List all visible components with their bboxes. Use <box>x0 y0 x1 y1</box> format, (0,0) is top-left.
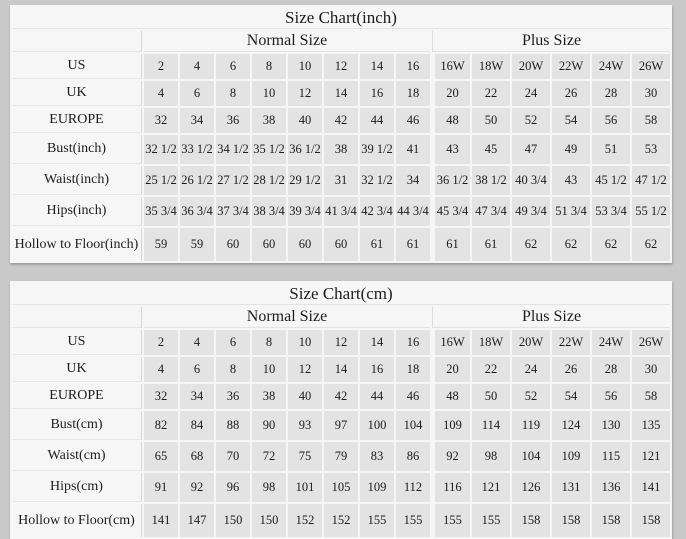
data-cell: 104 <box>512 442 550 471</box>
table-row <box>12 108 670 133</box>
data-cell: 86 <box>396 442 430 471</box>
data-cell: 30 <box>632 81 670 106</box>
data-cell: 150 <box>252 504 286 537</box>
table-row <box>12 384 670 409</box>
data-cell: 52 <box>512 108 550 133</box>
data-cell: 68 <box>180 442 214 471</box>
group-header-normal-size: Normal Size <box>144 307 430 328</box>
data-cell: 91 <box>144 473 178 502</box>
data-cell: 16W <box>432 330 470 355</box>
data-cell: 50 <box>472 384 510 409</box>
data-cell: 40 <box>288 384 322 409</box>
data-cell: 158 <box>592 504 630 537</box>
row-label: Hips(inch) <box>12 197 142 226</box>
data-cell: 135 <box>632 411 670 440</box>
table-row <box>12 411 670 440</box>
table-row <box>12 442 670 471</box>
data-cell: 25 1/2 <box>144 166 178 195</box>
data-cell: 45 <box>472 135 510 164</box>
data-cell: 14 <box>360 54 394 79</box>
data-cell: 96 <box>216 473 250 502</box>
data-cell: 98 <box>472 442 510 471</box>
data-cell: 24 <box>512 81 550 106</box>
data-cell: 44 3/4 <box>396 197 430 226</box>
data-cell: 38 <box>324 135 358 164</box>
data-cell: 35 3/4 <box>144 197 178 226</box>
data-cell: 56 <box>592 384 630 409</box>
data-cell: 60 <box>216 228 250 261</box>
data-cell: 16 <box>360 81 394 106</box>
data-cell: 105 <box>324 473 358 502</box>
data-cell: 4 <box>144 357 178 382</box>
data-cell: 12 <box>324 54 358 79</box>
data-cell: 14 <box>360 330 394 355</box>
data-cell: 42 3/4 <box>360 197 394 226</box>
data-cell: 61 <box>396 228 430 261</box>
data-cell: 28 1/2 <box>252 166 286 195</box>
data-cell: 152 <box>288 504 322 537</box>
data-cell: 4 <box>180 54 214 79</box>
data-cell: 16 <box>360 357 394 382</box>
data-cell: 72 <box>252 442 286 471</box>
data-cell: 60 <box>324 228 358 261</box>
data-cell: 83 <box>360 442 394 471</box>
table-row <box>12 228 670 261</box>
data-cell: 26 1/2 <box>180 166 214 195</box>
data-cell: 10 <box>252 357 286 382</box>
data-cell: 38 3/4 <box>252 197 286 226</box>
row-label: Waist(inch) <box>12 166 142 195</box>
table-row <box>12 81 670 106</box>
data-cell: 6 <box>180 357 214 382</box>
data-cell: 136 <box>592 473 630 502</box>
data-cell: 60 <box>252 228 286 261</box>
data-cell: 51 <box>592 135 630 164</box>
data-cell: 62 <box>592 228 630 261</box>
data-cell: 41 3/4 <box>324 197 358 226</box>
data-cell: 22 <box>472 81 510 106</box>
data-cell: 6 <box>180 81 214 106</box>
data-cell: 43 <box>552 166 590 195</box>
data-cell: 100 <box>360 411 394 440</box>
data-cell: 121 <box>472 473 510 502</box>
data-cell: 158 <box>552 504 590 537</box>
row-label: UK <box>12 357 142 382</box>
data-cell: 54 <box>552 384 590 409</box>
data-cell: 116 <box>432 473 470 502</box>
data-cell: 34 <box>396 166 430 195</box>
table-row <box>12 504 670 537</box>
table-row <box>12 357 670 382</box>
data-cell: 35 1/2 <box>252 135 286 164</box>
data-cell: 82 <box>144 411 178 440</box>
data-cell: 44 <box>360 108 394 133</box>
table-title-cm: Size Chart(cm) <box>12 283 670 305</box>
data-cell: 12 <box>324 330 358 355</box>
data-cell: 61 <box>360 228 394 261</box>
group-header-plus-size: Plus Size <box>432 31 670 52</box>
data-cell: 2 <box>144 54 178 79</box>
data-cell: 115 <box>592 442 630 471</box>
data-cell: 155 <box>396 504 430 537</box>
data-cell: 152 <box>324 504 358 537</box>
table-row <box>12 54 670 79</box>
table-row <box>12 197 670 226</box>
data-cell: 45 1/2 <box>592 166 630 195</box>
size-chart-cm-table <box>10 281 672 539</box>
data-cell: 8 <box>216 357 250 382</box>
size-chart-inch-table <box>10 5 672 263</box>
data-cell: 109 <box>360 473 394 502</box>
data-cell: 58 <box>632 384 670 409</box>
data-cell: 26W <box>632 54 670 79</box>
data-cell: 53 3/4 <box>592 197 630 226</box>
row-label: Hips(cm) <box>12 473 142 502</box>
data-cell: 20W <box>512 330 550 355</box>
data-cell: 98 <box>252 473 286 502</box>
data-cell: 53 <box>632 135 670 164</box>
table-row <box>12 330 670 355</box>
data-cell: 49 3/4 <box>512 197 550 226</box>
data-cell: 48 <box>432 384 470 409</box>
data-cell: 18W <box>472 330 510 355</box>
data-cell: 22W <box>552 54 590 79</box>
data-cell: 43 <box>432 135 470 164</box>
data-cell: 31 <box>324 166 358 195</box>
data-cell: 10 <box>288 54 322 79</box>
data-cell: 28 <box>592 81 630 106</box>
data-cell: 36 1/2 <box>288 135 322 164</box>
table-row <box>12 473 670 502</box>
data-cell: 36 <box>216 108 250 133</box>
data-cell: 42 <box>324 384 358 409</box>
data-cell: 112 <box>396 473 430 502</box>
data-cell: 20 <box>432 81 470 106</box>
data-cell: 10 <box>288 330 322 355</box>
group-header-normal-size: Normal Size <box>144 31 430 52</box>
data-cell: 2 <box>144 330 178 355</box>
data-cell: 55 1/2 <box>632 197 670 226</box>
data-cell: 58 <box>632 108 670 133</box>
data-cell: 49 <box>552 135 590 164</box>
data-cell: 101 <box>288 473 322 502</box>
data-cell: 14 <box>324 81 358 106</box>
data-cell: 36 1/2 <box>432 166 470 195</box>
data-cell: 109 <box>552 442 590 471</box>
data-cell: 61 <box>472 228 510 261</box>
data-cell: 34 <box>180 384 214 409</box>
data-cell: 104 <box>396 411 430 440</box>
data-cell: 10 <box>252 81 286 106</box>
data-cell: 4 <box>144 81 178 106</box>
group-header-plus-size: Plus Size <box>432 307 670 328</box>
data-cell: 62 <box>632 228 670 261</box>
data-cell: 44 <box>360 384 394 409</box>
table-row <box>12 166 670 195</box>
data-cell: 114 <box>472 411 510 440</box>
data-cell: 32 <box>144 384 178 409</box>
size-chart-inch-body <box>12 54 670 261</box>
table-row <box>12 135 670 164</box>
data-cell: 150 <box>216 504 250 537</box>
data-cell: 121 <box>632 442 670 471</box>
data-cell: 51 3/4 <box>552 197 590 226</box>
data-cell: 56 <box>592 108 630 133</box>
data-cell: 42 <box>324 108 358 133</box>
row-label: Hollow to Floor(cm) <box>12 504 142 537</box>
data-cell: 45 3/4 <box>432 197 470 226</box>
data-cell: 155 <box>472 504 510 537</box>
data-cell: 28 <box>592 357 630 382</box>
data-cell: 93 <box>288 411 322 440</box>
data-cell: 90 <box>252 411 286 440</box>
data-cell: 92 <box>180 473 214 502</box>
data-cell: 62 <box>512 228 550 261</box>
data-cell: 30 <box>632 357 670 382</box>
data-cell: 158 <box>512 504 550 537</box>
data-cell: 41 <box>396 135 430 164</box>
data-cell: 109 <box>432 411 470 440</box>
data-cell: 36 3/4 <box>180 197 214 226</box>
data-cell: 48 <box>432 108 470 133</box>
data-cell: 18 <box>396 81 430 106</box>
data-cell: 65 <box>144 442 178 471</box>
data-cell: 131 <box>552 473 590 502</box>
data-cell: 32 <box>144 108 178 133</box>
row-label: Bust(inch) <box>12 135 142 164</box>
data-cell: 12 <box>288 357 322 382</box>
data-cell: 27 1/2 <box>216 166 250 195</box>
data-cell: 59 <box>180 228 214 261</box>
row-label: US <box>12 54 142 79</box>
data-cell: 84 <box>180 411 214 440</box>
data-cell: 79 <box>324 442 358 471</box>
data-cell: 26 <box>552 81 590 106</box>
data-cell: 32 1/2 <box>144 135 178 164</box>
data-cell: 34 <box>180 108 214 133</box>
data-cell: 46 <box>396 108 430 133</box>
table-title-inch: Size Chart(inch) <box>12 7 670 29</box>
data-cell: 38 <box>252 108 286 133</box>
data-cell: 8 <box>252 54 286 79</box>
data-cell: 6 <box>216 330 250 355</box>
data-cell: 14 <box>324 357 358 382</box>
data-cell: 37 3/4 <box>216 197 250 226</box>
data-cell: 60 <box>288 228 322 261</box>
data-cell: 47 3/4 <box>472 197 510 226</box>
data-cell: 130 <box>592 411 630 440</box>
data-cell: 75 <box>288 442 322 471</box>
data-cell: 39 1/2 <box>360 135 394 164</box>
data-cell: 38 <box>252 384 286 409</box>
corner-cell <box>12 307 142 328</box>
data-cell: 12 <box>288 81 322 106</box>
data-cell: 20 <box>432 357 470 382</box>
data-cell: 22 <box>472 357 510 382</box>
data-cell: 24 <box>512 357 550 382</box>
data-cell: 50 <box>472 108 510 133</box>
data-cell: 16 <box>396 330 430 355</box>
row-label: US <box>12 330 142 355</box>
data-cell: 126 <box>512 473 550 502</box>
data-cell: 70 <box>216 442 250 471</box>
data-cell: 24W <box>592 330 630 355</box>
data-cell: 141 <box>632 473 670 502</box>
data-cell: 18 <box>396 357 430 382</box>
data-cell: 34 1/2 <box>216 135 250 164</box>
data-cell: 6 <box>216 54 250 79</box>
data-cell: 155 <box>360 504 394 537</box>
row-label: EUROPE <box>12 384 142 409</box>
data-cell: 24W <box>592 54 630 79</box>
data-cell: 141 <box>144 504 178 537</box>
data-cell: 52 <box>512 384 550 409</box>
data-cell: 46 <box>396 384 430 409</box>
row-label: Waist(cm) <box>12 442 142 471</box>
data-cell: 20W <box>512 54 550 79</box>
data-cell: 124 <box>552 411 590 440</box>
data-cell: 62 <box>552 228 590 261</box>
data-cell: 33 1/2 <box>180 135 214 164</box>
data-cell: 16 <box>396 54 430 79</box>
data-cell: 155 <box>432 504 470 537</box>
data-cell: 158 <box>632 504 670 537</box>
corner-cell <box>12 31 142 52</box>
data-cell: 22W <box>552 330 590 355</box>
data-cell: 4 <box>180 330 214 355</box>
data-cell: 61 <box>432 228 470 261</box>
data-cell: 8 <box>216 81 250 106</box>
data-cell: 29 1/2 <box>288 166 322 195</box>
data-cell: 147 <box>180 504 214 537</box>
data-cell: 32 1/2 <box>360 166 394 195</box>
data-cell: 8 <box>252 330 286 355</box>
data-cell: 92 <box>432 442 470 471</box>
data-cell: 26W <box>632 330 670 355</box>
data-cell: 54 <box>552 108 590 133</box>
row-label: Bust(cm) <box>12 411 142 440</box>
data-cell: 47 <box>512 135 550 164</box>
data-cell: 38 1/2 <box>472 166 510 195</box>
data-cell: 40 3/4 <box>512 166 550 195</box>
data-cell: 40 <box>288 108 322 133</box>
size-chart-cm-body <box>12 330 670 537</box>
data-cell: 18W <box>472 54 510 79</box>
data-cell: 97 <box>324 411 358 440</box>
row-label: EUROPE <box>12 108 142 133</box>
data-cell: 47 1/2 <box>632 166 670 195</box>
data-cell: 26 <box>552 357 590 382</box>
data-cell: 59 <box>144 228 178 261</box>
data-cell: 88 <box>216 411 250 440</box>
data-cell: 16W <box>432 54 470 79</box>
row-label: UK <box>12 81 142 106</box>
data-cell: 119 <box>512 411 550 440</box>
row-label: Hollow to Floor(inch) <box>12 228 142 261</box>
data-cell: 36 <box>216 384 250 409</box>
data-cell: 39 3/4 <box>288 197 322 226</box>
